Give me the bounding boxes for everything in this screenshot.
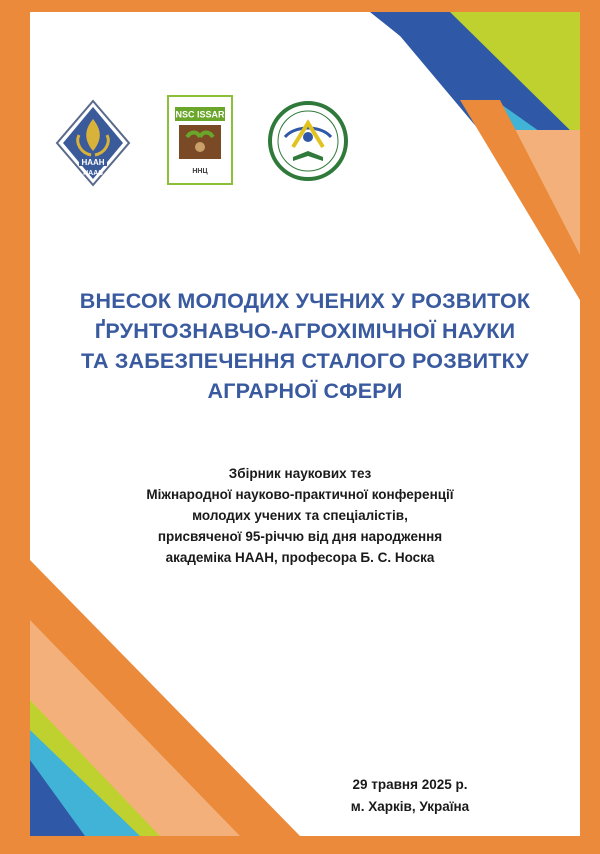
event-place: м. Харків, Україна	[350, 799, 470, 814]
svg-text:НААН: НААН	[81, 158, 105, 167]
svg-text:NAAS: NAAS	[83, 170, 103, 177]
edu-center-logo	[263, 101, 353, 181]
svg-text:NSC ISSAR: NSC ISSAR	[175, 109, 225, 120]
frame-left	[0, 0, 30, 854]
subtitle-line: молодих учених та спеціалістів,	[192, 508, 408, 523]
frame-bottom	[0, 836, 600, 854]
cover-footer	[330, 774, 490, 818]
title-line: ҐРУНТОЗНАВЧО-АГРОХІМІЧНОЇ НАУКИ	[94, 319, 516, 343]
title-line: АГРАРНОЇ СФЕРИ	[207, 379, 403, 403]
subtitle-line: Міжнародної науково-практичної конференції	[146, 487, 454, 502]
cover-subtitle	[80, 463, 520, 568]
title-line: ТА ЗАБЕЗПЕЧЕННЯ СТАЛОГО РОЗВИТКУ	[80, 349, 530, 373]
cover-title	[40, 286, 570, 406]
logo-row	[55, 95, 365, 190]
frame-top	[0, 0, 600, 12]
issar-logo	[167, 95, 233, 185]
subtitle-line: академіка НААН, професора Б. С. Носка	[165, 550, 435, 565]
title-line: ВНЕСОК МОЛОДИХ УЧЕНИХ У РОЗВИТОК	[79, 289, 531, 313]
frame-right	[580, 0, 600, 854]
svg-text:ННЦ: ННЦ	[192, 168, 208, 175]
event-date: 29 травня 2025 р.	[352, 777, 468, 792]
subtitle-line: присвяченої 95-річчю від дня народження	[157, 529, 443, 544]
naas-logo	[55, 99, 131, 187]
subtitle-line: Збірник наукових тез	[228, 466, 372, 481]
